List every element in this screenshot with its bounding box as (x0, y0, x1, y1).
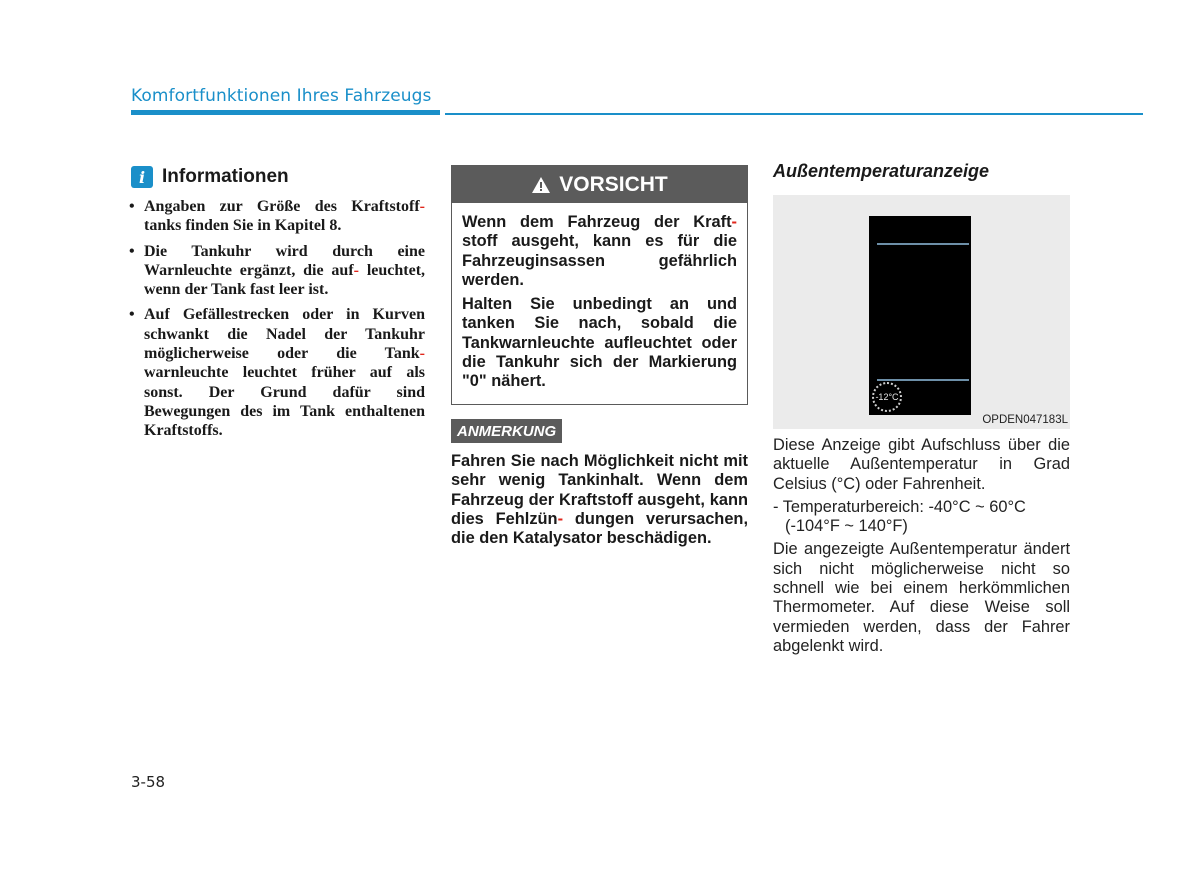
temperature-range-fahrenheit: (-104°F ~ 140°F) (785, 517, 908, 536)
caution-body (452, 203, 747, 392)
header-rule-thin (445, 113, 1143, 115)
cluster-display (869, 216, 971, 415)
display-line (877, 379, 969, 381)
info-list (129, 197, 425, 447)
list-item: • Die Tankuhr wird durch eine Warnleuchte ergänzt, die auf- leuchtet, wenn der Tank fast leer ist. (129, 242, 426, 299)
paragraph: Die angezeigte Außentemperatur ändert sich nicht möglicherweise nicht so schnell wie bei einem herkömmlichen Thermometer. Auf diese Weise soll vermieden werden, dass der Fahrer abgelenkt wird. (773, 540, 1070, 655)
caution-header (452, 166, 747, 203)
info-heading (131, 166, 289, 188)
section-title: Außentemperaturanzeige (773, 161, 990, 181)
temperature-readout: -12°C (872, 382, 902, 412)
warning-triangle-icon (531, 176, 551, 194)
temperature-range: - Temperaturbereich: -40°C ~ 60°C (773, 497, 1026, 516)
note-text: Fahren Sie nach Möglichkeit nicht mit sehr wenig Tankinhalt. Wenn dem Fahrzeug der Kraftstoff ausgeht, kann dies Fehlzün- dungen verursachen, die den Katalysator beschädigen. (451, 452, 749, 548)
paragraph: Diese Anzeige gibt Aufschluss über die aktuelle Außentemperatur in Grad Celsius (°C) oder Fahrenheit. (773, 436, 1070, 493)
info-title: Informationen (162, 166, 289, 187)
list-item: • Auf Gefällestrecken oder in Kurven schwankt die Nadel der Tankuhr möglicherweise oder die Tank- warnleuchte leuchtet früher auf als sonst. Der Grund dafür sind Bewegungen des im Tank enthaltenen Kraftstoffs. (129, 306, 425, 440)
figure-code: OPDEN047183L (982, 414, 1068, 426)
list-item: • Angaben zur Größe des Kraftstoff- tanks finden Sie in Kapitel 8. (129, 198, 425, 235)
figure-outside-temp (773, 195, 1070, 429)
caution-paragraph: Wenn dem Fahrzeug der Kraft- stoff ausgeht, kann es für die Fahrzeuginsassen gefährlich werden. (462, 213, 737, 289)
display-line (877, 243, 969, 245)
caution-box (451, 165, 748, 405)
caution-paragraph: Halten Sie unbedingt an und tanken Sie nach, sobald die Tankwarnleuchte aufleuchtet oder die Tankuhr sich der Markierung "0" nähert. (462, 295, 737, 391)
info-icon: i (131, 166, 153, 188)
page-number: 3-58 (131, 773, 166, 791)
header-rule-thick (131, 110, 440, 115)
section-header-title: Komfortfunktionen Ihres Fahrzeugs (131, 86, 432, 106)
note-badge: ANMERKUNG (451, 419, 562, 443)
caution-title: VORSICHT (559, 172, 668, 196)
section-body (773, 436, 1070, 656)
